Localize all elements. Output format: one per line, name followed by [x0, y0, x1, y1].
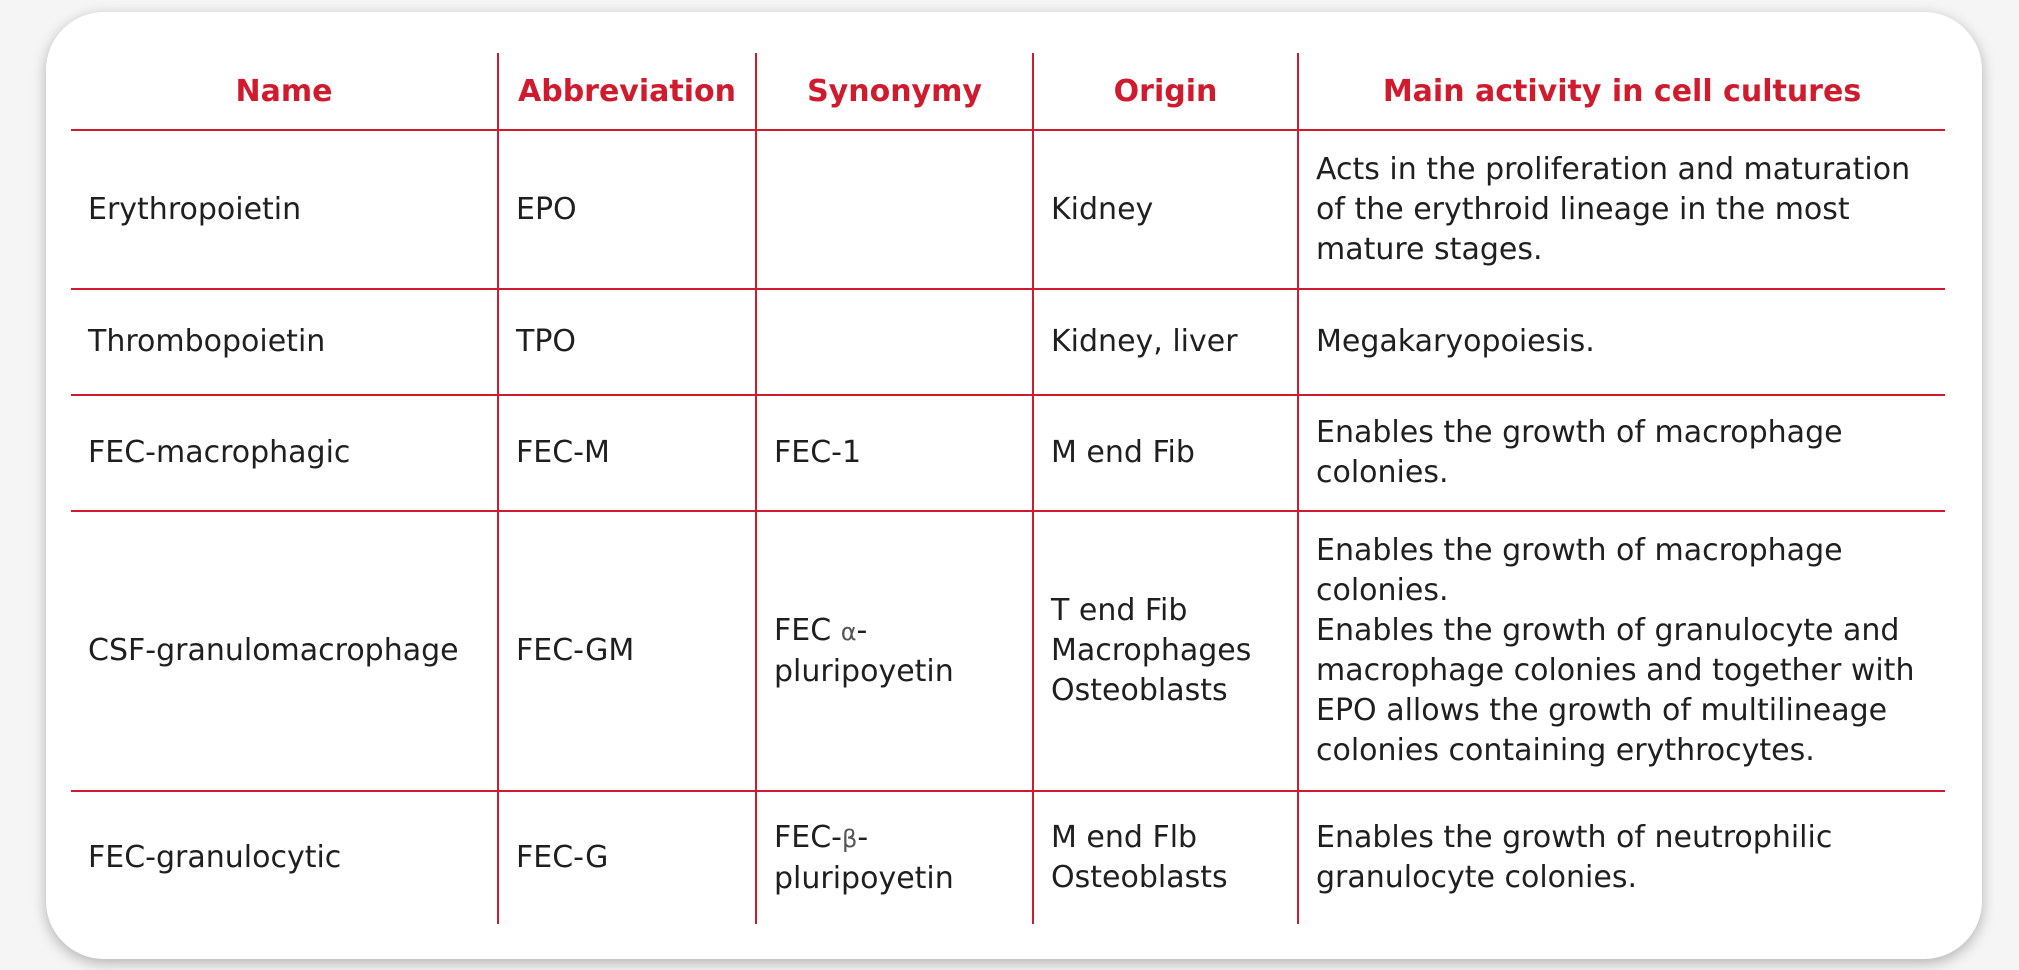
cell-name: CSF-granulomacrophage — [71, 511, 498, 791]
greek-letter-alpha: α — [840, 617, 857, 646]
header-main-activity: Main activity in cell cultures — [1298, 53, 1945, 130]
origin-line: Osteoblasts — [1051, 673, 1228, 708]
activity-line: of the erythroid lineage in the most — [1316, 191, 1850, 227]
synonymy-prefix: FEC — [774, 612, 841, 648]
activity-line: EPO allows the growth of multilineage — [1316, 693, 1888, 728]
cell-activity — [1298, 511, 1945, 791]
cell-synonymy — [756, 791, 1033, 924]
cell-origin: M end Fib — [1033, 395, 1298, 511]
synonymy-prefix: FEC- — [774, 819, 842, 855]
cell-activity — [1298, 791, 1945, 924]
origin-line: Osteoblasts — [1051, 860, 1228, 895]
cell-abbreviation: FEC-M — [498, 395, 756, 511]
header-synonymy: Synonymy — [756, 53, 1033, 130]
cell-name: FEC-macrophagic — [71, 395, 498, 511]
activity-line: Enables the growth of neutrophilic — [1316, 820, 1833, 855]
activity-line: Enables the growth of granulocyte and — [1316, 613, 1900, 648]
origin-line: M end Flb — [1051, 820, 1198, 855]
activity-line: macrophage colonies and together with — [1316, 653, 1915, 688]
cell-origin — [1033, 791, 1298, 924]
synonymy-suffix: - — [857, 819, 869, 855]
activity-line: Megakaryopoiesis. — [1316, 324, 1595, 359]
cell-synonymy — [756, 289, 1033, 395]
activity-line: colonies. — [1316, 573, 1449, 608]
cell-abbreviation: FEC-G — [498, 791, 756, 924]
table-row — [71, 130, 1945, 289]
activity-line: colonies containing erythrocytes. — [1316, 733, 1815, 768]
header-name: Name — [71, 53, 498, 130]
table-row — [71, 289, 1945, 395]
cell-name: Thrombopoietin — [71, 289, 498, 395]
cell-abbreviation: TPO — [498, 289, 756, 395]
synonymy-line-1 — [774, 611, 1015, 652]
cell-abbreviation: EPO — [498, 130, 756, 289]
origin-line: Macrophages — [1051, 633, 1252, 668]
activity-line: Enables the growth of macrophage — [1316, 415, 1843, 450]
cell-synonymy — [756, 511, 1033, 791]
header-origin: Origin — [1033, 53, 1298, 130]
activity-line: Enables the growth of macrophage — [1316, 533, 1843, 568]
cell-activity — [1298, 130, 1945, 289]
activity-line: granulocyte colonies. — [1316, 860, 1637, 895]
cell-synonymy: FEC-1 — [756, 395, 1033, 511]
synonymy-line-2: pluripoyetin — [774, 860, 954, 896]
cell-activity — [1298, 289, 1945, 395]
cell-abbreviation: FEC-GM — [498, 511, 756, 791]
activity-line: Acts in the proliferation and maturation — [1316, 151, 1911, 187]
activity-line: colonies. — [1316, 455, 1449, 490]
synonymy-line-1 — [774, 818, 1015, 859]
synonymy-line-2: pluripoyetin — [774, 653, 954, 689]
cell-origin — [1033, 511, 1298, 791]
header-row — [71, 53, 1945, 130]
table-row — [71, 395, 1945, 511]
cell-origin: Kidney — [1033, 130, 1298, 289]
synonymy-suffix: - — [856, 612, 868, 648]
table-row — [71, 791, 1945, 924]
cytokine-table — [71, 53, 1945, 924]
origin-line: T end Fib — [1051, 593, 1188, 628]
greek-letter-beta: β — [841, 824, 858, 853]
cell-activity — [1298, 395, 1945, 511]
cell-synonymy — [756, 130, 1033, 289]
cell-name: Erythropoietin — [71, 130, 498, 289]
cell-name: FEC-granulocytic — [71, 791, 498, 924]
activity-line: mature stages. — [1316, 231, 1543, 267]
cell-origin: Kidney, liver — [1033, 289, 1298, 395]
table-row — [71, 511, 1945, 791]
header-abbreviation: Abbreviation — [498, 53, 756, 130]
